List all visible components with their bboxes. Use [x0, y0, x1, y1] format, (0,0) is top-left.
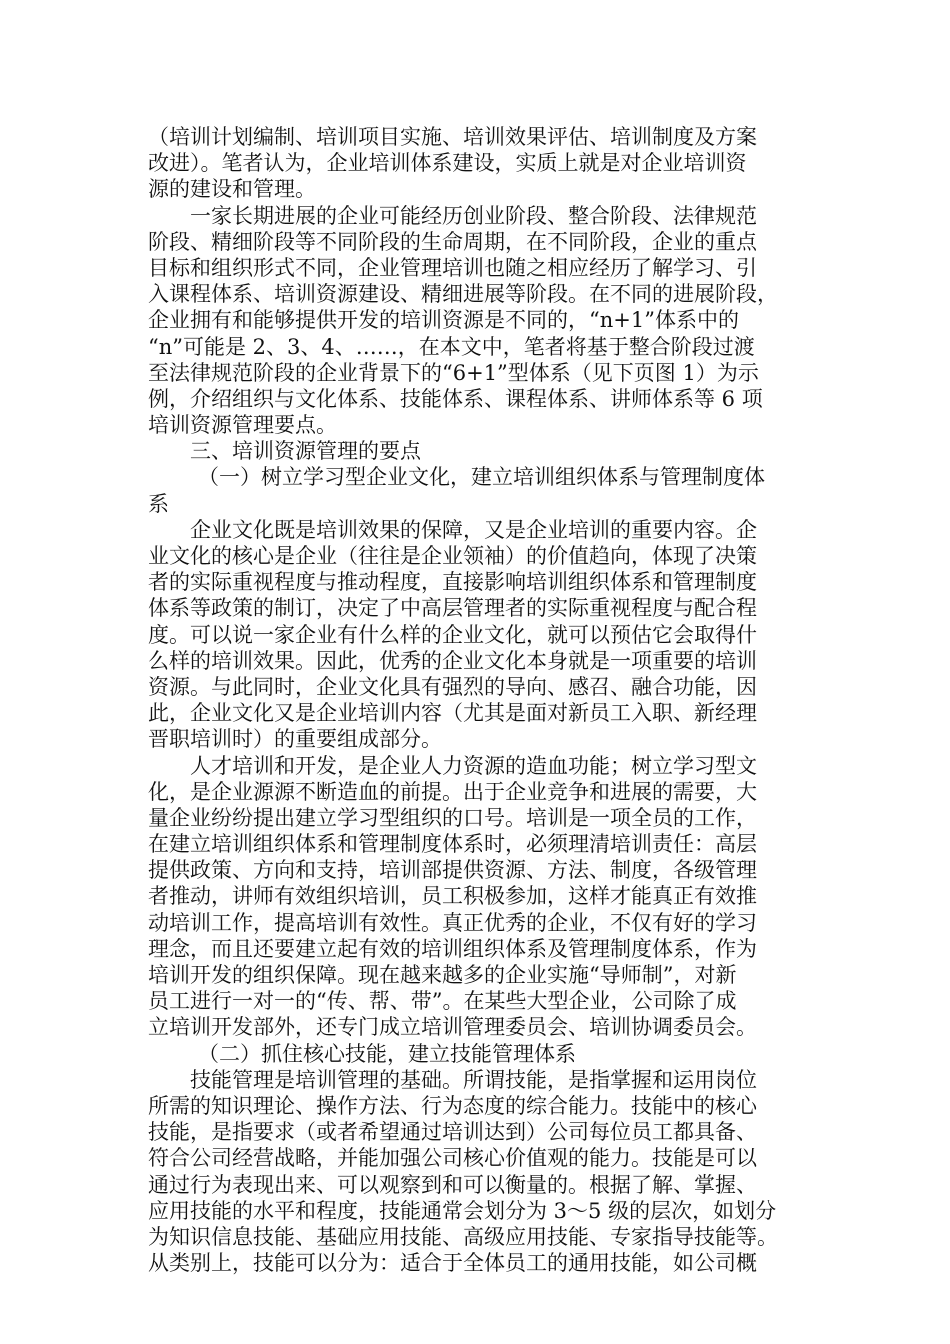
text-line: 立培训开发部外，还专门成立培训管理委员会、培训协调委员会。 — [148, 1015, 757, 1040]
subsection-heading-cont: 系 — [148, 491, 169, 516]
text-line: 应用技能的水平和程度，技能通常会划分为 3～5 级的层次，如划分 — [148, 1198, 777, 1223]
text-line: 体系等政策的制订，决定了中高层管理者的实际重视程度与配合程 — [148, 596, 757, 621]
text-line: 源的建设和管理。 — [148, 177, 316, 202]
text-line: 此，企业文化又是企业培训内容（尤其是面对新员工入职、新经理 — [148, 701, 757, 726]
text-line: 度。可以说一家企业有什么样的企业文化，就可以预估它会取得什 — [148, 622, 757, 647]
text-line: 目标和组织形式不同，企业管理培训也随之相应经历了解学习、引 — [148, 255, 757, 280]
paragraph-first-line: 人才培训和开发，是企业人力资源的造血功能；树立学习型文 — [190, 753, 757, 778]
text-line: 么样的培训效果。因此，优秀的企业文化本身就是一项重要的培训 — [148, 648, 757, 673]
text-line: 量企业纷纷提出建立学习型组织的口号。培训是一项全员的工作， — [148, 805, 757, 830]
text-line: 为知识信息技能、基础应用技能、高级应用技能、专家指导技能等。 — [148, 1224, 778, 1249]
text-line: 晋职培训时）的重要组成部分。 — [148, 727, 442, 752]
text-line: 企业拥有和能够提供开发的培训资源是不同的，“n+1”体系中的 — [148, 308, 739, 333]
text-line: 化，是企业源源不断造血的前提。出于企业竞争和进展的需要，大 — [148, 779, 757, 804]
text-line: 资源。与此同时，企业文化具有强烈的导向、感召、融合功能，因 — [148, 674, 757, 699]
text-line: 员工进行一对一的“传、帮、带”。在某些大型企业，公司除了成 — [148, 989, 737, 1014]
paragraph-first-line: 企业文化既是培训效果的保障，又是企业培训的重要内容。企 — [190, 517, 757, 542]
subsection-heading: （一）树立学习型企业文化，建立培训组织体系与管理制度体 — [198, 465, 765, 490]
text-line: 阶段、精细阶段等不同阶段的生命周期，在不同阶段，企业的重点 — [148, 229, 757, 254]
text-line: 者的实际重视程度与推动程度，直接影响培训组织体系和管理制度 — [148, 570, 757, 595]
text-line: 在建立培训组织体系和管理制度体系时，必须理清培训责任：高层 — [148, 832, 757, 857]
text-line: （培训计划编制、培训项目实施、培训效果评估、培训制度及方案 — [148, 125, 757, 149]
section-heading: 三、培训资源管理的要点 — [190, 439, 421, 464]
subsection-heading: （二）抓住核心技能，建立技能管理体系 — [198, 1041, 576, 1066]
text-line: 从类别上，技能可以分为：适合于全体员工的通用技能，如公司概 — [148, 1251, 757, 1276]
text-line: 培训资源管理要点。 — [148, 413, 337, 438]
text-line: 提供政策、方向和支持，培训部提供资源、方法、制度，各级管理 — [148, 858, 757, 883]
text-line: 通过行为表现出来、可以观察到和可以衡量的。根据了解、掌握、 — [148, 1172, 757, 1197]
text-line: 例，介绍组织与文化体系、技能体系、课程体系、讲师体系等 6 项 — [148, 386, 763, 411]
paragraph-first-line: 技能管理是培训管理的基础。所谓技能，是指掌握和运用岗位 — [190, 1067, 757, 1092]
document-page — [148, 124, 800, 1276]
paragraph-first-line: 一家长期进展的企业可能经历创业阶段、整合阶段、法律规范 — [190, 203, 757, 228]
text-line: 者推动，讲师有效组织培训，员工积极参加，这样才能真正有效推 — [148, 884, 757, 909]
text-line: 符合公司经营战略，并能加强公司核心价值观的能力。技能是可以 — [148, 1146, 757, 1171]
text-line: 改进）。笔者认为，企业培训体系建设，实质上就是对企业培训资 — [148, 151, 747, 176]
text-line: 至法律规范阶段的企业背景下的“6+1”型体系（见下页图 1）为示 — [148, 360, 759, 385]
text-line: 业文化的核心是企业（往往是企业领袖）的价值趋向，体现了决策 — [148, 544, 757, 568]
text-line: 技能，是指要求（或者希望通过培训达到）公司每位员工都具备、 — [148, 1120, 757, 1145]
text-line: 入课程体系、培训资源建设、精细进展等阶段。在不同的进展阶段， — [148, 282, 778, 307]
text-line: 所需的知识理论、操作方法、行为态度的综合能力。技能中的核心 — [148, 1093, 757, 1118]
text-line: “n”可能是 2、3、4、……，在本文中，笔者将基于整合阶段过渡 — [148, 334, 755, 359]
text-line: 培训开发的组织保障。现在越来越多的企业实施“导师制”，对新 — [148, 963, 737, 987]
text-line: 动培训工作，提高培训有效性。真正优秀的企业，不仅有好的学习 — [148, 910, 757, 935]
text-line: 理念，而且还要建立起有效的培训组织体系及管理制度体系，作为 — [148, 936, 757, 961]
